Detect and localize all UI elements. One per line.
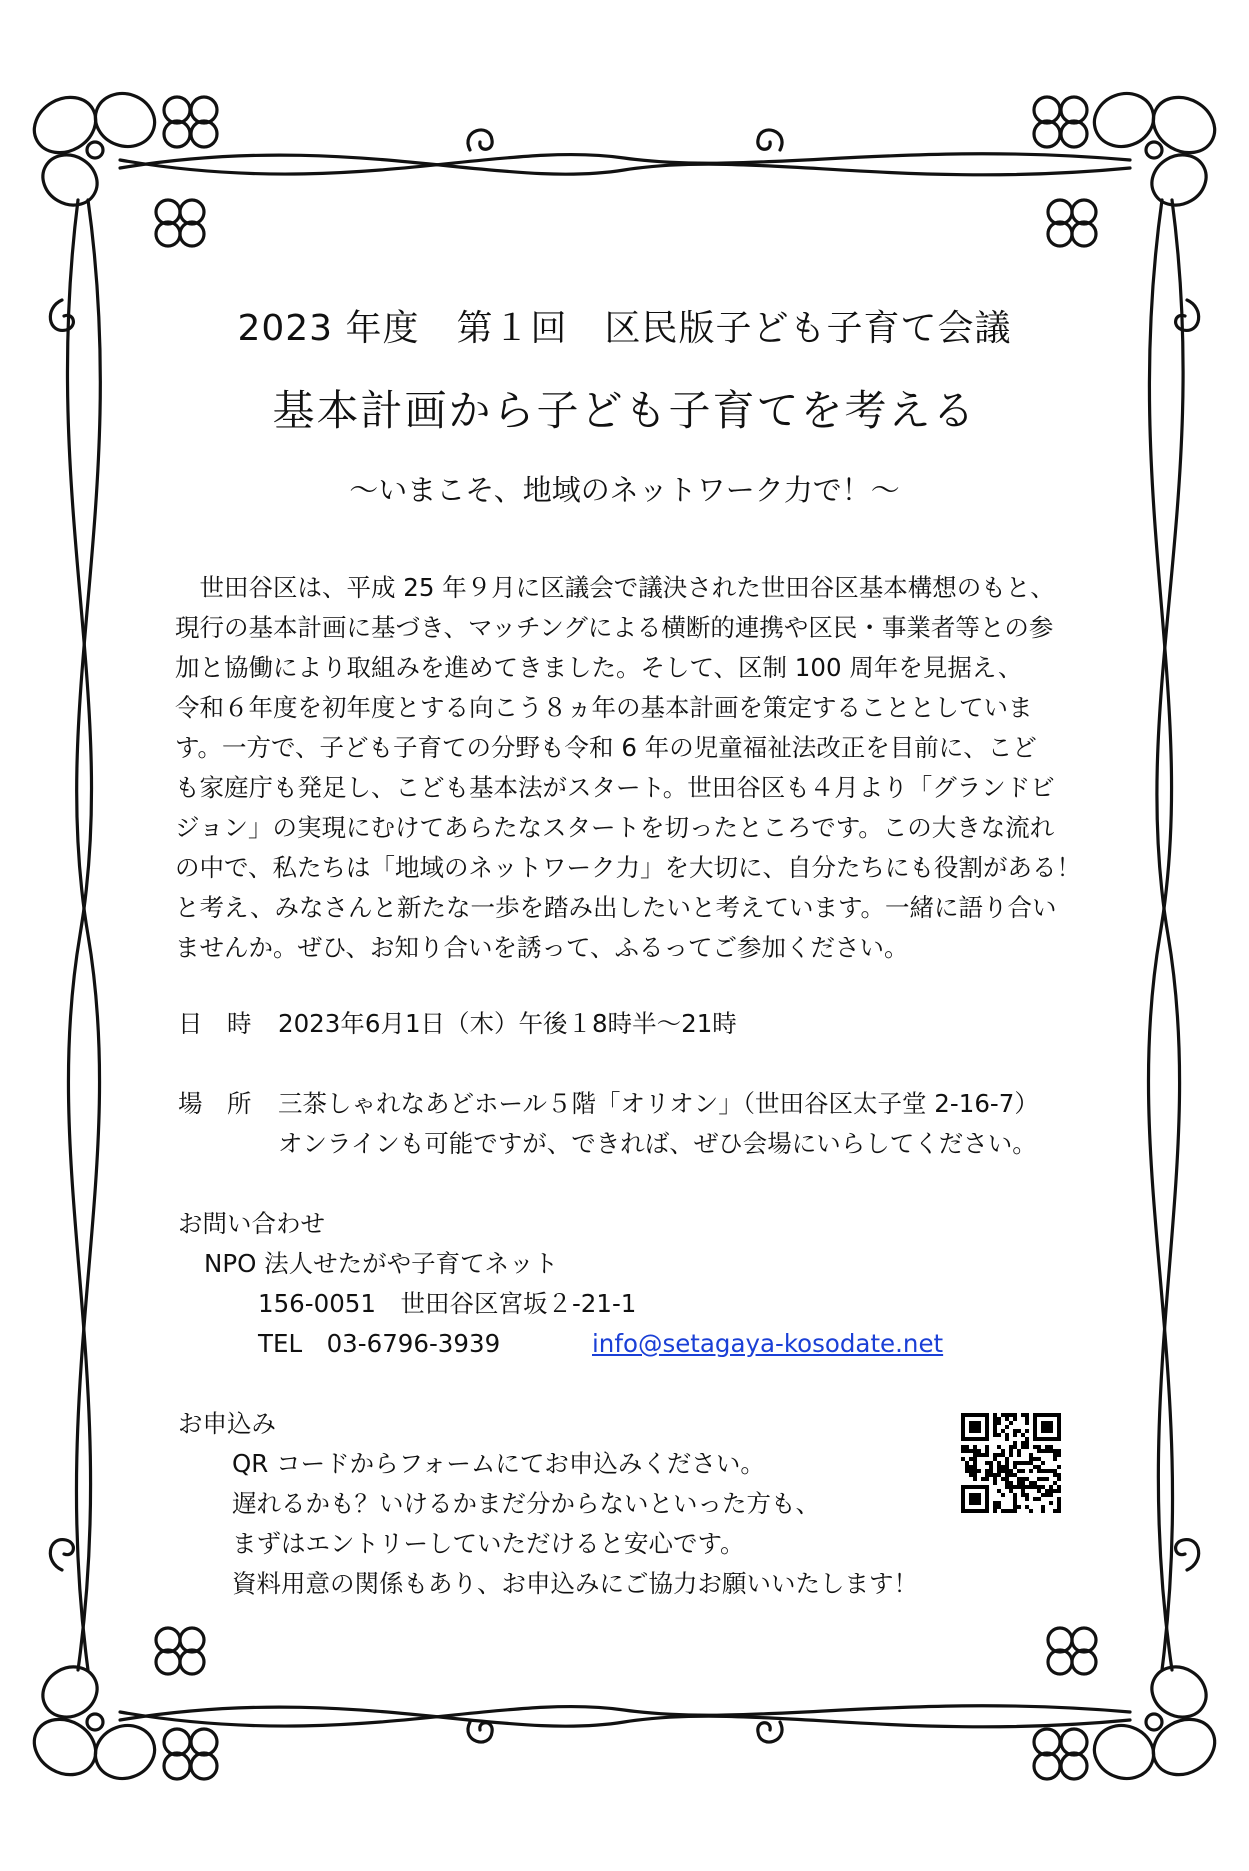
intro-paragraph [175,568,1085,968]
datetime-value: 2023年6月1日（木）午後１8時半～21時 [278,1009,737,1038]
contact-tel: TEL 03-6796-3939 [258,1329,501,1358]
intro-line: の中で、私たちは「地域のネットワーク力」を大切に、自分たちにも役割がある！ [175,853,1082,882]
intro-line: ジョン」の実現にむけてあらたなスタートを切ったところです。この大きな流れ [175,813,1055,842]
qr-code[interactable] [961,1413,1061,1513]
intro-line: 令和６年度を初年度とする向こう８ヵ年の基本計画を策定することとしていま [175,693,1033,722]
intro-line: も家庭庁も発足し、こども基本法がスタート。世田谷区も４月より「グランドビ [175,773,1055,802]
place-label: 場 所 [178,1089,252,1118]
apply-line: QR コードからフォームにてお申込みください。 [232,1449,765,1478]
intro-line: ませんか。ぜひ、お知り合いを誘って、ふるってご参加ください。 [175,933,909,962]
intro-line: と考え、みなさんと新たな一歩を踏み出したいと考えています。一緒に語り合い [175,893,1057,922]
apply-line: 資料用意の関係もあり、お申込みにご協力お願いいたします！ [232,1569,918,1598]
apply-heading: お申込み [178,1409,276,1438]
contact-heading: お問い合わせ [178,1209,325,1238]
contact-org: NPO 法人せたがや子育てネット [204,1249,559,1278]
contact-address: 156-0051 世田谷区宮坂２-21-1 [258,1289,637,1318]
intro-line: す。一方で、子ども子育ての分野も令和 6 年の児童福祉法改正を目前に、こど [175,733,1037,762]
place-note: オンラインも可能ですが、できれば、ぜひ会場にいらしてください。 [278,1129,1037,1158]
intro-line: 加と協働により取組みを進めてきました。そして、区制 100 周年を見据え、 [175,653,1023,682]
event-subtitle: ～いまこそ、地域のネットワーク力で！～ [349,473,900,507]
datetime-label: 日 時 [178,1009,252,1038]
apply-line: まずはエントリーしていただけると安心です。 [232,1529,745,1558]
event-title: 2023 年度 第１回 区民版子ども子育て会議 [237,308,1012,349]
place-value: 三茶しゃれなあどホール５階「オリオン」（世田谷区太子堂 2-16-7） [278,1089,1039,1118]
contact-email-link[interactable]: info@setagaya-kosodate.net [592,1329,944,1358]
intro-line: 現行の基本計画に基づき、マッチングによる横断的連携や区民・事業者等との参 [175,613,1054,642]
event-main-heading: 基本計画から子ども子育てを考える [272,386,977,435]
apply-line: 遅れるかも？いけるかまだ分からないといった方も、 [232,1489,820,1518]
intro-line: 世田谷区は、平成 25 年９月に区議会で議決された世田谷区基本構想のもと、 [175,573,1055,602]
